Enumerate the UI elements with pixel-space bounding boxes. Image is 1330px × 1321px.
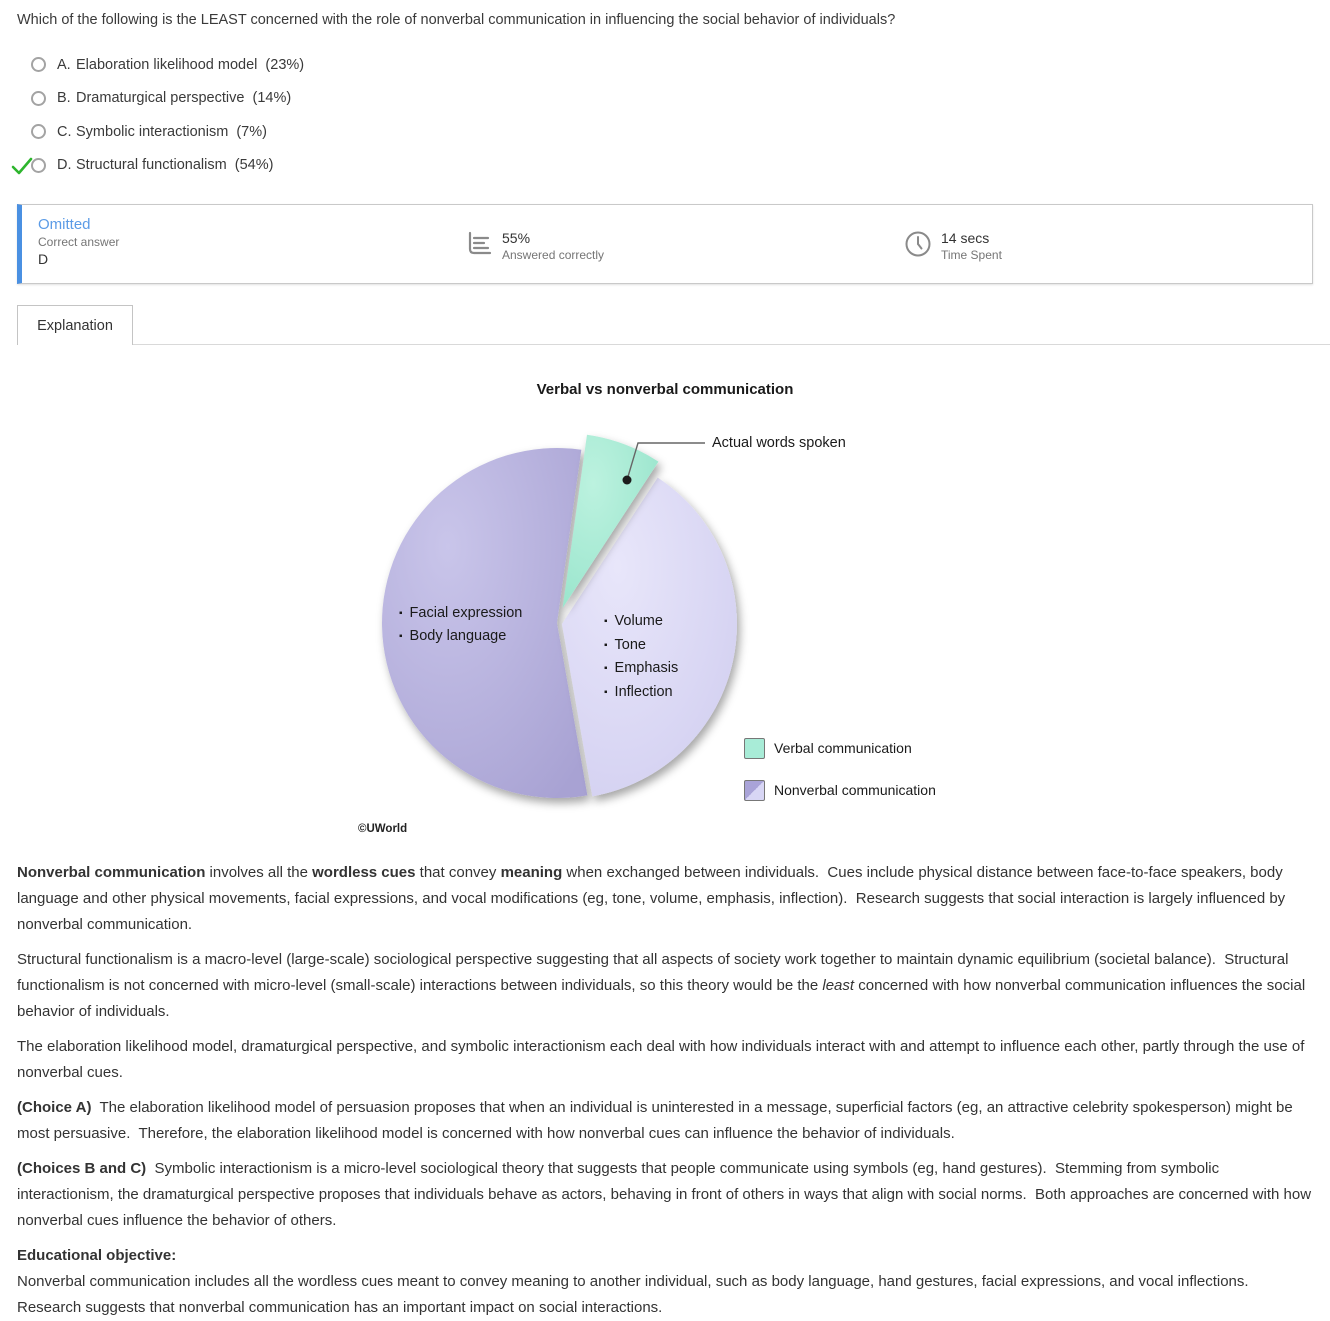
radio-button[interactable] xyxy=(31,91,46,106)
explanation-paragraph: Nonverbal communication involves all the wordless cues that convey meaning when exchanged between individuals. Cues include physical distance between face-to-face speakers, body language and other physical movements, facial expressions, and vocal modifications (eg, tone, volume, emphasis, inflection). Research suggests that social interaction is largely influenced by nonverbal communication. xyxy=(17,864,1290,933)
choice-label: Dramaturgical perspective (14%) xyxy=(76,90,292,107)
choice-label: Structural functionalism (54%) xyxy=(76,157,274,174)
choice-row[interactable] xyxy=(0,82,1330,116)
legend-item-nonverbal xyxy=(744,779,936,801)
tab-explanation[interactable]: Explanation xyxy=(17,305,133,345)
pie-label-nonverbal-body: ▪ Facial expression ▪ Body language xyxy=(399,605,523,644)
legend-label-verbal: Verbal communication xyxy=(774,740,912,756)
choice-letter: A. xyxy=(57,56,71,73)
correct-check-icon xyxy=(11,156,33,176)
choices-list xyxy=(0,48,1330,182)
choice-letter: C. xyxy=(57,123,72,140)
explanation-paragraph: (Choice A) The elaboration likelihood model of persuasion proposes that when an individual is uninterested in a message, superficial factors (eg, an attractive celebrity spokesperson) might be most persuasive. Therefore, the elaboration likelihood model is concerned with how nonverbal cues can influence the behavior of individuals. xyxy=(17,1099,1297,1142)
explanation-paragraph: (Choices B and C) Symbolic interactionism is a micro-level sociological theory that suggests that people communicate using symbols (eg, hand gestures). Stemming from symbolic interactionism, the dramaturgical perspective proposes that individuals behave as actors, behaving in front of others in ways that align with social norms. Both approaches are concerned with how nonverbal cues influence the behavior of others. xyxy=(17,1160,1316,1229)
choice-letter: B. xyxy=(57,90,71,107)
copyright-uworld: ©UWorld xyxy=(358,823,408,835)
clock-icon xyxy=(904,230,932,258)
tab-bar xyxy=(0,305,1330,345)
result-summary-card xyxy=(17,204,1313,284)
legend-swatch-verbal xyxy=(744,738,765,759)
explanation-paragraph: The elaboration likelihood model, dramaturgical perspective, and symbolic interactionism each deal with how individuals interact with and attempt to influence each other, partly through the use of nonverbal cues. xyxy=(17,1038,1309,1081)
time-spent-value: 14 secs xyxy=(941,230,990,246)
explanation-body xyxy=(0,858,1330,1321)
question-text: Which of the following is the LEAST concerned with the role of nonverbal communication in influencing the social behavior of individuals? xyxy=(17,12,896,28)
legend-swatch-nonverbal xyxy=(744,780,765,801)
pie-annotation-verbal: Actual words spoken xyxy=(712,435,846,451)
result-status-block xyxy=(38,215,119,268)
choice-row[interactable] xyxy=(0,115,1330,149)
pie-label-nonverbal-vocal: ▪ Volume ▪ Tone ▪ Emphasis ▪ Inflection xyxy=(604,613,679,700)
chart-title: Verbal vs nonverbal communication xyxy=(536,381,794,398)
choice-label: Symbolic interactionism (7%) xyxy=(76,123,267,140)
correct-answer-label: Correct answer xyxy=(38,235,120,249)
bar-chart-icon xyxy=(465,230,493,258)
choice-label: Elaboration likelihood model (23%) xyxy=(76,56,305,73)
radio-button[interactable] xyxy=(31,124,46,139)
time-spent-label: Time Spent xyxy=(941,248,1002,262)
explanation-paragraph: Structural functionalism is a macro-level (large-scale) sociological perspective suggesting that all aspects of society work together to maintain dynamic equilibrium (societal balance). Structural functionalism is not concerned with micro-level (small-scale) interactions between individuals, so this theory would be the least concerned with how nonverbal communication influences the social behavior of individuals. xyxy=(17,951,1310,1020)
choice-row[interactable] xyxy=(0,48,1330,82)
status-text: Omitted xyxy=(38,216,91,233)
radio-button[interactable] xyxy=(31,158,46,173)
answered-correctly-block xyxy=(465,230,604,263)
correct-answer-value: D xyxy=(38,251,49,267)
legend-item-verbal xyxy=(744,737,936,759)
radio-button[interactable] xyxy=(31,57,46,72)
explanation-figure xyxy=(0,345,1330,858)
legend-label-nonverbal: Nonverbal communication xyxy=(774,782,936,798)
answered-label: Answered correctly xyxy=(502,248,605,262)
chart-legend xyxy=(744,737,936,821)
time-spent-block xyxy=(904,230,1002,263)
explanation-paragraph: Educational objective: Nonverbal communication includes all the wordless cues meant to convey meaning to another individual, such as body language, hand gestures, facial expressions, and vocal inflections. Research suggests that nonverbal communication has an important impact on social interactions. xyxy=(17,1247,1257,1316)
choice-row[interactable] xyxy=(0,149,1330,183)
choice-letter: D. xyxy=(57,157,72,174)
answered-percent: 55% xyxy=(502,230,531,246)
